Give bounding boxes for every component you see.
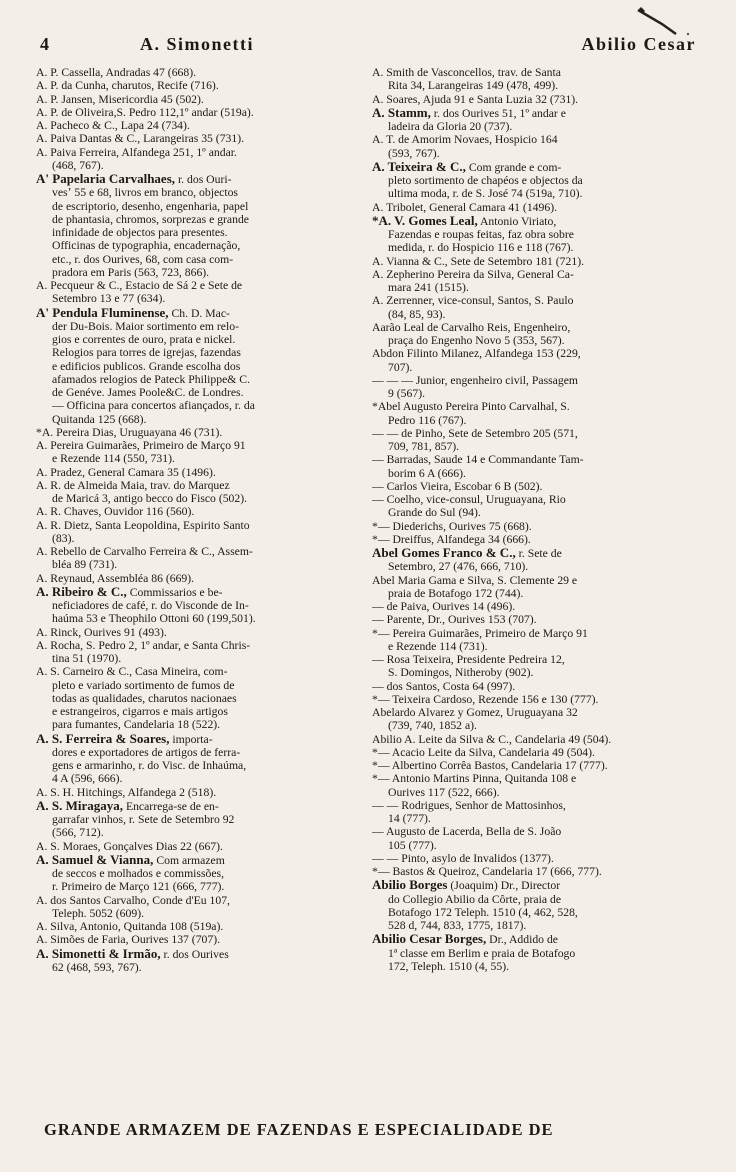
entry-line: der Du-Bois. Maior sortimento em relo- xyxy=(52,319,239,333)
entry-line: A. Paiva Ferreira, Alfandega 251, 1º andar. xyxy=(36,145,237,159)
directory-entry xyxy=(36,947,360,975)
directory-entry xyxy=(372,878,696,932)
directory-entry xyxy=(372,574,696,601)
directory-entry xyxy=(372,374,696,401)
directory-entry xyxy=(36,519,360,546)
entry-line: A. R. Dietz, Santa Leopoldina, Espirito Santo xyxy=(36,518,250,532)
entry-line: gens e armarinho, r. do Visc. de Inhaúma, xyxy=(52,759,247,772)
directory-entry xyxy=(36,479,360,506)
entry-line: gios e correntes de ouro, prata e nickel. xyxy=(52,333,236,346)
entry-line: haúma 53 e Theophilo Ottoni 60 (199,501). xyxy=(52,612,256,626)
directory-entry xyxy=(372,347,696,374)
entry-line: A. P. da Cunha, charutos, Recife (716). xyxy=(36,79,219,93)
entry-line: Aarão Leal de Carvalho Reis, Engenheiro, xyxy=(372,320,571,334)
entry-line: 707). xyxy=(388,360,413,374)
entry-name-bold: A. S. Ferreira & Soares, xyxy=(36,730,170,746)
running-head-left: A. Simonetti xyxy=(140,34,254,54)
directory-entry xyxy=(36,66,360,79)
entry-line: *— Acacio Leite da Silva, Candelaria 49 (504). xyxy=(372,745,595,759)
directory-entry xyxy=(372,93,696,106)
directory-entry xyxy=(372,613,696,626)
entry-line: garrafar vinhos, r. Sete de Setembro 92 xyxy=(52,813,235,826)
directory-entry xyxy=(372,160,696,201)
entry-line: e Rezende 114 (550, 731). xyxy=(52,452,175,466)
running-head-right: Abilio Cesar xyxy=(581,34,696,54)
entry-line: mara 241 (1515). xyxy=(388,281,469,294)
entry-line: — — — Junior, engenheiro civil, Passagem xyxy=(372,373,578,387)
entry-line: *A. Pereira Dias, Uruguayana 46 (731). xyxy=(36,425,223,439)
entry-line: Dr., Addido de xyxy=(486,933,558,947)
entry-line: Fazendas e roupas feitas, faz obra sobre xyxy=(388,228,574,241)
directory-entry xyxy=(372,201,696,214)
entry-name-bold: A. Stamm, xyxy=(372,104,431,120)
entry-line: A. P. Cassella, Andradas 47 (668). xyxy=(36,66,197,79)
entry-line: para fumantes, Candelaria 18 (522). xyxy=(52,718,221,732)
directory-entry xyxy=(36,920,360,933)
directory-entry xyxy=(372,865,696,878)
entry-line: dores e exportadores de artigos de ferra- xyxy=(52,745,241,759)
directory-entry xyxy=(372,133,696,160)
directory-entry xyxy=(372,733,696,746)
entry-line: pradora em Paris (563, 723, 866). xyxy=(52,265,210,279)
entry-line: A. Tribolet, General Camara 41 (1496). xyxy=(372,200,558,214)
directory-entry xyxy=(372,772,696,799)
entry-line: *— Bastos & Queiroz, Candelaria 17 (666, 777). xyxy=(372,865,602,878)
entry-line: Quitanda 125 (668). xyxy=(52,412,147,426)
directory-entry xyxy=(372,546,696,574)
entry-line: — — Rodrigues, Senhor de Mattosinhos, xyxy=(372,798,566,812)
directory-entry xyxy=(36,933,360,946)
entry-line: A. S. H. Hitchings, Alfandega 2 (518). xyxy=(36,785,217,799)
entry-line: Teleph. 5052 (609). xyxy=(52,906,145,920)
entry-line: bléa 89 (731). xyxy=(52,558,118,572)
directory-entry xyxy=(36,840,360,853)
entry-line: A. P. Jansen, Misericordia 45 (502). xyxy=(36,92,204,106)
entry-line: — Augusto de Lacerda, Bella de S. João xyxy=(372,825,562,839)
entry-line: A. Simões de Faria, Ourives 137 (707). xyxy=(36,933,221,947)
entry-line: afamados relogios de Pateck Philippe& C. xyxy=(52,372,250,386)
running-header xyxy=(28,34,708,58)
entry-line: e Rezende 114 (731). xyxy=(388,639,488,653)
entry-line: Com armazem xyxy=(153,853,225,867)
entry-line: borim 6 A (666). xyxy=(388,466,466,480)
entry-line: *— Pereira Guimarães, Primeiro de Março 91 xyxy=(372,626,588,640)
directory-entry xyxy=(372,759,696,772)
directory-entry xyxy=(372,268,696,295)
entry-line: *Abel Augusto Pereira Pinto Carvalhal, S. xyxy=(372,400,570,414)
directory-entry xyxy=(372,653,696,680)
entry-name-bold: A. Simonetti & Irmão, xyxy=(36,945,161,961)
directory-entry xyxy=(36,786,360,799)
entry-line: r. Sete de xyxy=(515,547,562,560)
entry-line: Commissarios e be- xyxy=(126,585,223,599)
entry-line: — Rosa Teixeira, Presidente Pedreira 12, xyxy=(372,653,565,666)
entry-line: r. dos Ourives xyxy=(160,947,229,961)
entry-line: 62 (468, 593, 767). xyxy=(52,960,142,974)
entry-line: 14 (777). xyxy=(388,812,431,825)
entry-line: r. dos Ouri- xyxy=(175,173,232,186)
entry-line: S. Domingos, Nitheroby (902). xyxy=(388,666,534,680)
entry-line: pleto e variado sortimento de fumos de xyxy=(52,678,235,692)
entry-line: — dos Santos, Costa 64 (997). xyxy=(372,679,516,693)
directory-entry xyxy=(36,799,360,840)
entry-line: neficiadores de café, r. do Visconde de In- xyxy=(52,599,249,612)
directory-entry xyxy=(372,427,696,454)
directory-entry xyxy=(36,585,360,626)
entry-line: *— Dreiffus, Alfandega 34 (666). xyxy=(372,532,531,546)
directory-entry xyxy=(36,93,360,106)
entry-line: — — Pinto, asylo de Invalidos (1377). xyxy=(372,851,554,865)
directory-entry xyxy=(36,639,360,666)
directory-entry xyxy=(36,665,360,731)
directory-entry xyxy=(372,66,696,93)
directory-entry xyxy=(372,680,696,693)
directory-entry xyxy=(372,106,696,134)
entry-name-bold: A. S. Miragaya, xyxy=(36,797,124,813)
directory-entry xyxy=(36,439,360,466)
entry-line: A. dos Santos Carvalho, Conde d'Eu 107, xyxy=(36,893,230,907)
directory-entry xyxy=(372,294,696,321)
entry-line: A. Zepherino Pereira da Silva, General Ca- xyxy=(372,267,574,281)
entry-line: A. Zerrenner, vice-consul, Santos, S. Paulo xyxy=(372,294,574,308)
entry-line: 9 (567). xyxy=(388,387,426,400)
entry-name-bold: A. Samuel & Vianna, xyxy=(36,851,154,867)
entry-line: de Genéve. James Poole&C. de Londres. xyxy=(52,386,244,399)
directory-entry xyxy=(372,214,696,255)
directory-entry xyxy=(36,132,360,145)
entry-name-bold: *A. V. Gomes Leal, xyxy=(372,212,478,228)
entry-line: A. Silva, Antonio, Quitanda 108 (519a). xyxy=(36,920,224,933)
directory-entry xyxy=(36,466,360,479)
entry-name-bold: A. Ribeiro & C., xyxy=(36,583,127,599)
entry-line: — Officina para concertos afiançados, r. da xyxy=(52,399,255,413)
entry-line: pleto sortimento de chapéos e objectos da xyxy=(388,174,583,187)
directory-entry xyxy=(36,894,360,921)
right-column xyxy=(372,66,696,973)
entry-line: *— Teixeira Cardoso, Rezende 156 e 130 (777). xyxy=(372,692,599,706)
entry-line: 172, Teleph. 1510 (4, 55). xyxy=(388,959,510,973)
entry-line: vesʼ 55 e 68, livros em branco, objectos xyxy=(52,186,238,200)
entry-name-bold: A. Teixeira & C., xyxy=(372,158,466,174)
entry-line: 4 A (596, 666). xyxy=(52,772,123,786)
entry-line: — — de Pinho, Sete de Setembro 205 (571, xyxy=(372,426,578,440)
entry-line: — de Paiva, Ourives 14 (496). xyxy=(372,600,516,613)
entry-line: A. Vianna & C., Sete de Setembro 181 (721). xyxy=(372,254,585,268)
entry-line: Antonio Viriato, xyxy=(477,214,557,228)
directory-entry xyxy=(36,79,360,92)
entry-line: A. P. de Oliveira,S. Pedro 112,1º andar (519a). xyxy=(36,105,254,119)
directory-entry xyxy=(36,172,360,279)
entry-line: A. S. Moraes, Gonçalves Dias 22 (667). xyxy=(36,839,223,853)
entry-line: (84, 85, 93). xyxy=(388,307,446,321)
entry-line: A. Rocha, S. Pedro 2, 1º andar, e Santa Chris- xyxy=(36,638,251,652)
entry-line: A. Pradez, General Camara 35 (1496). xyxy=(36,465,216,479)
entry-line: Botafogo 172 Teleph. 1510 (4, 462, 528, xyxy=(388,905,578,919)
entry-line: Ch. D. Mac- xyxy=(168,306,230,320)
entry-line: A. Soares, Ajuda 91 e Santa Luzia 32 (731). xyxy=(372,92,579,106)
directory-entry xyxy=(36,732,360,786)
entry-line: Ourives 117 (522, 666). xyxy=(388,785,500,799)
directory-entry xyxy=(36,626,360,639)
entry-name-bold: A' Papelaria Carvalhaes, xyxy=(36,171,176,186)
entry-line: e estrangeiros, cigarros e mais artigos xyxy=(52,705,228,718)
entry-line: (566, 712). xyxy=(52,826,104,840)
entry-line: Officinas de typographia, encadernação, xyxy=(52,239,241,253)
entry-line: Abel Maria Gama e Silva, S. Clemente 29 e xyxy=(372,573,578,587)
entry-line: *— Antonio Martins Pinna, Quitanda 108 e xyxy=(372,772,577,786)
entry-line: praia de Botafogo 172 (744). xyxy=(388,586,524,600)
directory-entry xyxy=(372,400,696,427)
entry-name-bold: Abilio Cesar Borges, xyxy=(372,931,487,947)
directory-entry xyxy=(372,799,696,826)
entry-name-bold: A' Pendula Fluminense, xyxy=(36,304,169,320)
directory-entry xyxy=(372,453,696,480)
entry-name-bold: Abilio Borges xyxy=(372,877,448,893)
directory-entry xyxy=(36,505,360,518)
directory-entry xyxy=(372,520,696,533)
entry-line: A. Rinck, Ourives 91 (493). xyxy=(36,625,167,639)
entry-line: Abilio A. Leite da Silva & C., Candelaria 49 (504). xyxy=(372,732,612,746)
entry-line: *— Diederichs, Ourives 75 (668). xyxy=(372,519,532,533)
entry-line: de seccos e molhados e commissões, xyxy=(52,867,225,880)
entry-line: de escriptorio, desenho, engenharia, papel xyxy=(52,199,249,213)
entry-line: do Collegio Abilio da Côrte, praia de xyxy=(388,892,562,906)
directory-entry xyxy=(372,852,696,865)
entry-line: infinidade de objectos para presentes. xyxy=(52,226,228,239)
entry-line: Setembro 13 e 77 (634). xyxy=(52,292,166,306)
directory-entry xyxy=(372,480,696,493)
entry-line: ultima moda, r. de S. José 74 (519a, 710). xyxy=(388,187,583,201)
entry-line: ladeira da Gloria 20 (737). xyxy=(388,120,513,133)
entry-line: A. S. Carneiro & C., Casa Mineira, com- xyxy=(36,665,228,679)
entry-line: 709, 781, 857). xyxy=(388,440,460,453)
entry-line: Encarrega-se de en- xyxy=(123,799,219,813)
directory-entry xyxy=(372,533,696,546)
entry-line: (739, 740, 1852 a). xyxy=(388,719,477,733)
page-number: 4 xyxy=(40,34,49,54)
directory-entry xyxy=(372,746,696,759)
entry-line: etc., r. dos Ourives, 68, com casa com- xyxy=(52,252,234,266)
entry-line: praça do Engenho Novo 5 (353, 567). xyxy=(388,334,565,347)
entry-name-bold: Abel Gomes Franco & C., xyxy=(372,545,516,560)
entry-line: r. dos Ourives 51, 1º andar e xyxy=(430,106,566,120)
directory-entry xyxy=(36,106,360,119)
left-column xyxy=(36,66,360,974)
directory-entry xyxy=(36,279,360,306)
entry-line: *— Albertino Corrêa Bastos, Candelaria 17 (777). xyxy=(372,759,608,772)
entry-line: A. Rebello de Carvalho Ferreira & C., Assem- xyxy=(36,545,253,558)
directory-entry xyxy=(36,545,360,572)
entry-line: A. Smith de Vasconcellos, trav. de Santa xyxy=(372,66,561,79)
directory-entry xyxy=(372,493,696,520)
directory-entry xyxy=(36,572,360,585)
entry-line: A. Pecqueur & C., Estacio de Sá 2 e Sete de xyxy=(36,279,243,292)
directory-entry xyxy=(372,600,696,613)
directory-entry xyxy=(372,255,696,268)
entry-line: Com grande e com- xyxy=(465,160,562,174)
entry-line: (83). xyxy=(52,531,75,545)
entry-line: (Joaquim) Dr., Director xyxy=(447,879,561,893)
directory-entry xyxy=(372,627,696,654)
directory-entry xyxy=(36,853,360,894)
entry-line: Abelardo Alvarez y Gomez, Uruguayana 32 xyxy=(372,706,578,719)
directory-entry xyxy=(36,306,360,426)
entry-line: Grande do Sul (94). xyxy=(388,506,481,520)
directory-entry xyxy=(372,693,696,706)
entry-line: — Coelho, vice-consul, Uruguayana, Rio xyxy=(372,493,566,506)
entry-line: A. Pacheco & C., Lapa 24 (734). xyxy=(36,119,190,132)
entry-line: tina 51 (1970). xyxy=(52,652,122,665)
entry-line: (468, 767). xyxy=(52,158,104,172)
entry-line: A. Pereira Guimarães, Primeiro de Março 91 xyxy=(36,439,246,452)
directory-entry xyxy=(372,321,696,348)
entry-line: — Parente, Dr., Ourives 153 (707). xyxy=(372,613,537,627)
entry-line: todas as qualidades, charutos nacionaes xyxy=(52,691,237,705)
entry-line: Relogios para torres de igrejas, fazendas xyxy=(52,346,241,360)
entry-line: 528 d, 744, 833, 1775, 1817). xyxy=(388,919,527,932)
footer-advertisement: GRANDE ARMAZEM DE FAZENDAS E ESPECIALIDADE DE xyxy=(44,1120,554,1139)
directory-entry xyxy=(36,146,360,173)
entry-line: A. Paiva Dantas & C., Larangeiras 35 (731). xyxy=(36,132,245,146)
directory-entry xyxy=(372,932,696,973)
entry-line: e edificios publicos. Grande escolha dos xyxy=(52,359,241,373)
entry-line: — Barradas, Saude 14 e Commandante Tam- xyxy=(372,453,584,467)
entry-line: 1ª classe em Berlim e praia de Botafogo xyxy=(388,946,576,960)
directory-entry xyxy=(372,825,696,852)
directory-entry xyxy=(372,706,696,733)
entry-line: A. R. Chaves, Ouvidor 116 (560). xyxy=(36,505,195,519)
entry-line: A. T. de Amorim Novaes, Hospicio 164 xyxy=(372,133,558,147)
entry-line: importa- xyxy=(169,732,213,746)
entry-line: Rita 34, Larangeiras 149 (478, 499). xyxy=(388,79,559,93)
entry-line: Pedro 116 (767). xyxy=(388,413,467,427)
directory-entry xyxy=(36,119,360,132)
entry-line: medida, r. do Hospicio 116 e 118 (767). xyxy=(388,241,574,255)
entry-line: A. Reynaud, Assembléa 86 (669). xyxy=(36,571,195,585)
entry-line: Abdon Filinto Milanez, Alfandega 153 (229, xyxy=(372,347,581,361)
entry-line: r. Primeiro de Março 121 (666, 777). xyxy=(52,880,225,894)
entry-line: de phantasia, chromos, sorprezas e grande xyxy=(52,212,249,226)
entry-line: de Maricá 3, antigo becco do Fisco (502). xyxy=(52,492,248,505)
entry-line: Setembro, 27 (476, 666, 710). xyxy=(388,560,529,574)
entry-line: A. R. de Almeida Maia, trav. do Marquez xyxy=(36,478,230,492)
directory-entry xyxy=(36,426,360,439)
entry-line: (593, 767). xyxy=(388,146,440,160)
entry-line: 105 (777). xyxy=(388,838,437,852)
entry-line: — Carlos Vieira, Escobar 6 B (502). xyxy=(372,479,543,493)
